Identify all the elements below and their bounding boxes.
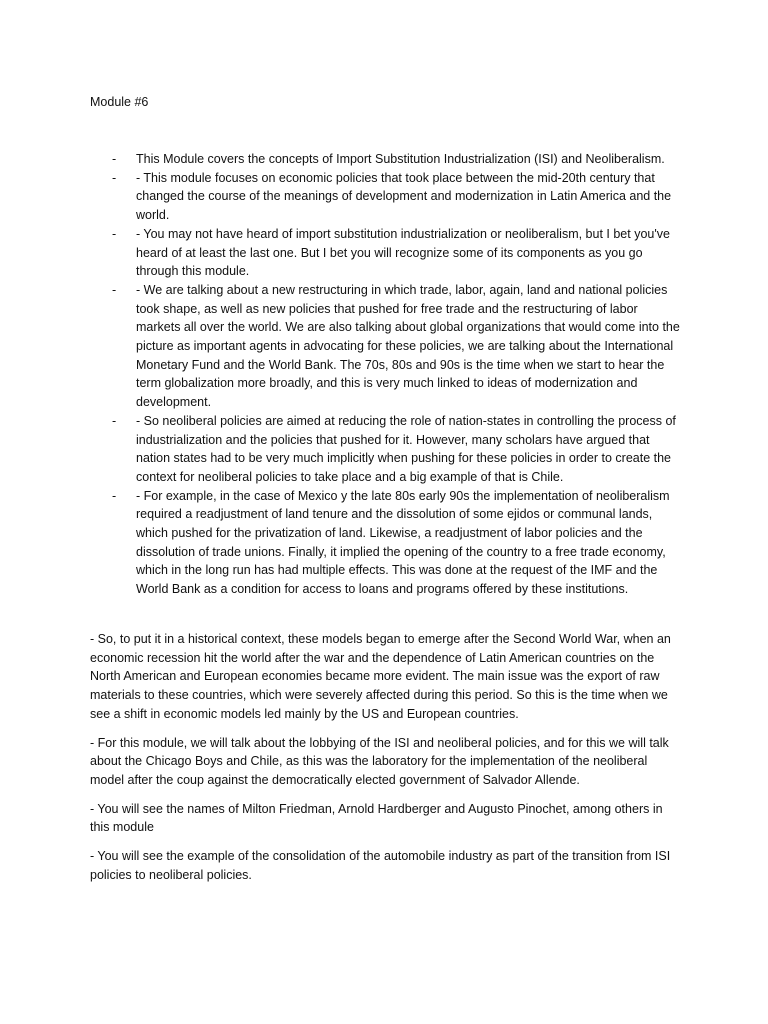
bullet-marker: - xyxy=(112,170,117,185)
paragraph: - You will see the names of Milton Friedman, Arnold Hardberger and Augusto Pinochet, among others in this module xyxy=(90,801,663,835)
list-item-text: This Module covers the concepts of Import Substitution Industrialization (ISI) and Neoliberalism. xyxy=(136,152,665,166)
list-item xyxy=(90,281,680,412)
body-paragraphs xyxy=(90,630,682,894)
list-item-text: - So neoliberal policies are aimed at reducing the role of nation-states in controlling the process of industrialization and the policies that pushed for it. However, many scholars have argued that nation states had to be very much implicitly when pushing for these policies in order to create the context for neoliberal policies to take place and a big example of that is Chile. xyxy=(136,413,676,484)
paragraph: - You will see the example of the consolidation of the automobile industry as part of the transition from ISI policies to neoliberal policies. xyxy=(90,849,671,882)
bullet-marker: - xyxy=(112,226,117,241)
list-item-text: - This module focuses on economic policies that took place between the mid-20th century that changed the course of the meanings of development and modernization in Latin America and the world. xyxy=(136,170,672,223)
list-item xyxy=(90,169,680,225)
bullet-marker: - xyxy=(112,413,117,428)
list-item-text: - We are talking about a new restructuring in which trade, labor, again, land and national policies took shape, as well as new policies that pushed for free trade and the restructuring of labor markets all over the world. We are also talking about global organizations that would come into the picture as important agents in advocating for these policies, we are talking about the International Monetary Fund and the World Bank. The 70s, 80s and 90s is the time when we start to hear the term globalization more broadly, and this is very much linked to ideas of modernization and development. xyxy=(136,282,680,410)
list-item xyxy=(90,225,680,281)
paragraph: - So, to put it in a historical context, these models began to emerge after the Second World War, when an economic recession hit the world after the war and the dependence of Latin American countries on the North American and European economies became more evident. The main issue was the export of raw materials to these countries, which were severely affected during this period. So this is the time when we see a shift in economic models led mainly by the US and European countries. xyxy=(90,632,671,721)
list-item xyxy=(90,412,680,487)
list-item xyxy=(90,150,680,169)
bullet-marker: - xyxy=(112,152,117,166)
page-title: Module #6 xyxy=(90,95,149,109)
list-item-text: - For example, in the case of Mexico y the late 80s early 90s the implementation of neoliberalism required a readjustment of land tenure and the dissolution of some ejidos or communal lands, which pushed for the privatization of land. Likewise, a readjustment of labor policies and the dissolution of trade unions. Finally, it implied the opening of the country to a free trade economy, which in the long run has had multiple effects. This was done at the request of the IMF and the World Bank as a condition for access to loans and programs offered by these institutions. xyxy=(136,488,670,597)
list-item xyxy=(90,487,680,599)
bullet-list xyxy=(90,150,680,599)
bullet-marker: - xyxy=(112,282,117,297)
paragraph: - For this module, we will talk about the lobbying of the ISI and neoliberal policies, and for this we will talk about the Chicago Boys and Chile, as this was the laboratory for the implementation of the neoliberal model after the coup against the democratically elected government of Salvador Allende. xyxy=(90,735,669,787)
list-item-text: - You may not have heard of import substitution industrialization or neoliberalism, but I bet you've heard of at least the last one. But I bet you will recognize some of its components as you go through this module. xyxy=(136,226,670,279)
bullet-marker: - xyxy=(112,488,117,503)
